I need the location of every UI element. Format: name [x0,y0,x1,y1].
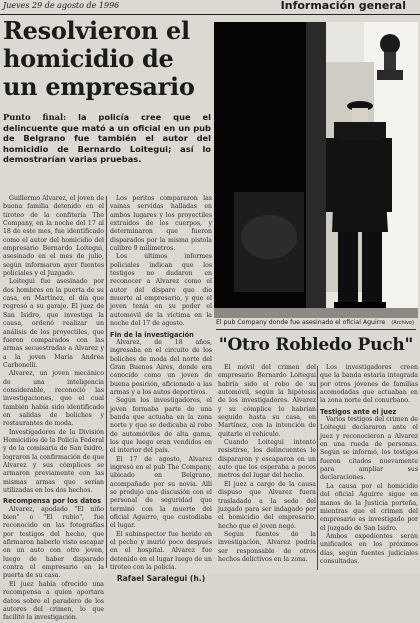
subheading: Recompensa por los datos [3,497,101,506]
paragraph: El juez había ofrecido una recompensa a quien aportara datos sobre el paradero de los autores del crimen, lo que facilitó la investigación. [3,580,104,622]
byline: Rafael Saralegui (h.) [116,574,206,584]
photo-caption [216,319,416,330]
paragraph: Según fuentes de la investigación, Alvarez podría ser responsable de otros hechos delictivos en la zona. [218,530,316,563]
lead-label: Punto final: [3,112,67,122]
main-headline: Resolvieron el homicidio de un empresario [3,16,195,101]
paragraph: Varios testigos del crimen de Loitegui declararon ante el juez y reconocieron a Alvarez en una rueda de personas. Según se informó, los testigos fueron citados nuevamente para ampliar sus declaraciones. [320,416,418,482]
article-column-2 [110,195,212,584]
column-divider [106,196,107,568]
paragraph: Los investigadores creen que la banda estaría integrada por otros jóvenes de familias acomodadas que actuaban en la zona norte del conurbano. [320,364,418,405]
lead-text: la policía cree que el delincuente que mató a un oficial en un pub de Belgrano fue también el autor del homicidio de Bernardo Loitegui; así lo demostrarían varias pruebas. [3,112,211,165]
policeman-at-door-photo [214,22,418,318]
paragraph: Investigadores de la División Homicidios de la Policía Federal y de la comisaría de San Isidro, lograron la confirmación de que Alvarez y sus cómplices se armaron previamente con las mismas armas que serían utilizadas en los dos hechos. [3,428,105,495]
paragraph: Cuando Loitegui intentó resistirse, los delincuentes le dispararon y escaparon en un auto que los esperaba a pocos metros del lugar del hecho. [218,439,316,480]
paragraph: El móvil del crimen del empresario Bernardo Loitegui habría sido el robo de su automóvil, según la hipótesis de los investigadores. Alvarez y su cómplice lo habrían seguido hasta su casa, en Martínez, con la intención de quitarle el vehículo. [218,364,316,438]
paragraph: Alvarez, un joven mecánico de una inteligencia considerable, reconoció las investigaciones, que el cual también había sido identificado en salidas de boliches y restaurantes de moda. [3,370,104,428]
sidebar-headline: "Otro Robledo Puch" [218,335,414,355]
paragraph: Los últimos informes policiales indican que los testigos no dudaron en reconocer a Alvarez como el autor del disparo que dio muerte al empresario, y que el joven tenía en su poder el automóvil de la víctima en la noche del 17 de agosto. [110,253,212,328]
lead-paragraph [3,112,211,165]
photo-caption-text: El pub Company donde fue asesinado el oficial Aguirre [216,319,386,326]
article-column-4 [320,364,418,573]
paragraph: El subinspector fue herido en el pecho y murió poco después en el hospital. Alvarez fue detenido en el lugar luego de un tiroteo con la policía. [110,530,212,572]
subheading: Testigos ante el juez [320,407,397,416]
paragraph: El juez a cargo de la causa dispuso que Alvarez fuera trasladado a la sede del juzgado para ser indagado por el homicidio del empresario, hecho que el joven negó. [218,480,316,530]
page-header [0,0,420,15]
photo-credit: (Archivo) [391,320,414,326]
article-column-1 [3,195,105,622]
article-column-3 [218,364,316,573]
paragraph: La causa por el homicidio del oficial Aguirre sigue en manos de la Justicia porteña, mientras que el crimen del empresario es investigado por el juzgado de San Isidro. [320,482,418,532]
paragraph: Los peritos compararon las vainas servidas halladas en ambos lugares y los proyectiles extraídos de los cuerpos, y determinaron que fueron disparados por la misma pistola calibre 9 milímetros. [110,195,212,253]
section-title: Información general [280,0,406,12]
paragraph: Según los investigadores, el joven formaba parte de una banda que actuaba en la zona norte y que se dedicaba al robo de automóviles de alta gama, los que luego eran vendidos en el interior del país. [110,397,212,455]
news-photo [214,22,418,318]
paragraph: El 17 de agosto, Alvarez ingresó en el pub The Company, ubicado en Belgrano, acompañado por su novia. Allí se produjo una discusión con el personal de seguridad que terminó con la muerte del oficial Aguirre, que custodiaba el lugar. [110,455,212,530]
subheading: Fin de la investigación [110,330,194,339]
paragraph: Ambos expedientes serán unificados en los próximos días, según fuentes judiciales consultadas. [320,532,418,565]
paragraph: Loitegui fue asesinado por dos hombres en la puerta de su casa, en Martínez, el día que regresó a su garaje. El juez de San Isidro, que investiga la causa, ordenó realizar un análisis de los proyectiles, que fueron comparados con las armas secuestradas a Alvarez y a la joven María Andrea Carbonelli. [3,278,104,369]
paragraph: Guillermo Alvarez, el joven de buena familia detenido en el tiroteo de la confitería The Company, en la noche del 17 al 18 de este mes, fue identificado como el autor del homicidio del empresario Bernardo Loitegui, asesinado en el mes de julio, según informaron ayer fuentes policiales y el Juzgado. [3,195,104,278]
column-divider [317,366,318,570]
paragraph: Alvarez, de 18 años, ingresaba en el circuito de los boliches de moda del norte del Gran Buenos Aires, donde era conocido como un joven de buena posición, aficionado a las armas y a los autos deportivos. [110,338,212,396]
issue-date: Jueves 29 de agosto de 1996 [3,1,120,10]
paragraph: Alvarez, apodado "El niño bien" o "El rubio", fue reconocido en las fotografías por testigos del hecho, que afirmaron haberlo visto escapar en un auto con otro joven, luego de haber disparado contra el empresario en la puerta de su casa. [3,505,104,580]
